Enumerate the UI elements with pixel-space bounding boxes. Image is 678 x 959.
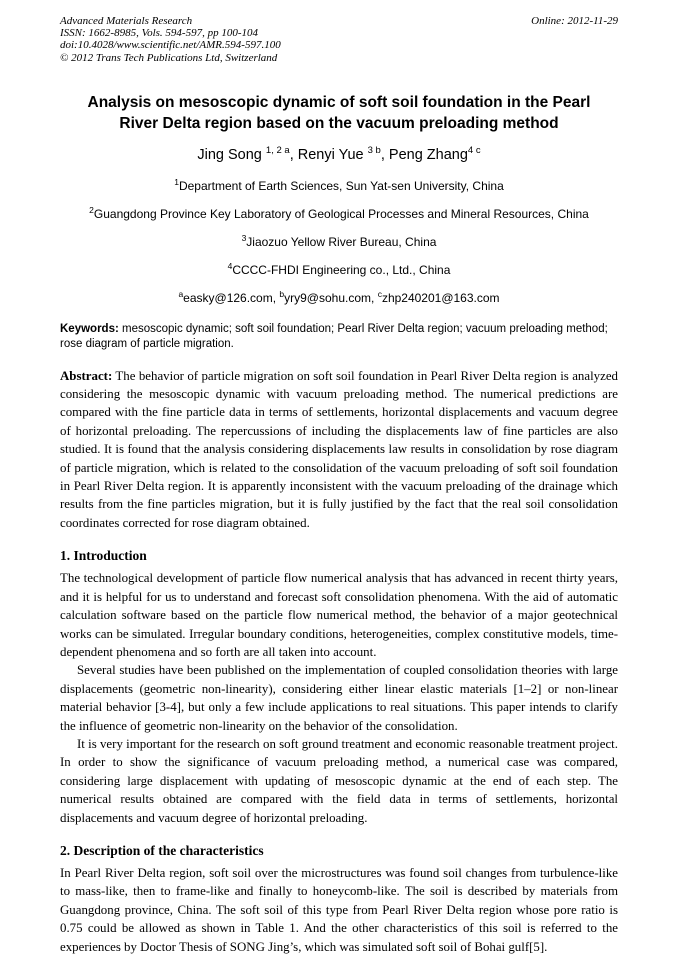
section-introduction [60, 547, 618, 827]
author-separator: , [380, 146, 389, 163]
authors-line [60, 141, 618, 165]
journal-doi-line: doi:10.4028/www.scientific.net/AMR.594-597.100 [60, 39, 281, 52]
affiliation-line [60, 175, 618, 193]
body-paragraph: In Pearl River Delta region, soft soil over the microstructures was found soil changes from turbulence-like to mass-like, then to frame-like and finally to honeycomb-like. The soil is described by materials from Guangdong province, China. The soft soil of this type from Pearl River Delta region whose pore ratio is 0.75 could be allowed as shown in Table 1. And the other characteristics of this soil is referred to the experiences by Doctor Thesis of SONG Jing’s, which was simulated soft soil of Bohai gulf[5]. [60, 865, 618, 954]
author-name: Renyi Yue [297, 146, 368, 163]
page-header [60, 15, 618, 64]
journal-copyright-line: © 2012 Trans Tech Publications Ltd, Switzerland [60, 51, 278, 64]
keywords-text: mesoscopic dynamic; soft soil foundation; Pearl River Delta region; vacuum preloading method; rose diagram of particle migration. [60, 322, 608, 350]
paper-title-line2: River Delta region based on the vacuum preloading method [119, 114, 559, 132]
affiliation-superscript: 4 [227, 260, 233, 271]
author-superscript: 3 b [367, 144, 381, 156]
paper-title-line1: Analysis on mesoscopic dynamic of soft soil foundation in the Pearl [87, 93, 591, 111]
affiliation-line [60, 259, 618, 277]
journal-info-block [60, 15, 281, 64]
affiliation-text: Department of Earth Sciences, Sun Yat-sen University, China [178, 178, 504, 193]
affiliation-superscript: 3 [241, 232, 247, 243]
email-address: easky@126.com, [183, 290, 280, 305]
email-superscript: c [377, 288, 382, 299]
body-paragraph: It is very important for the research on soft ground treatment and economic reasonable treatment project. In order to show the significance of vacuum preloading method, a numerical case was compared, considering large displacement with updating of mesoscopic dynamic at the end of each step. The numerical results obtained are compared with the field data in terms of settlements, horizontal displacements and vacuum degree of horizontal preloading. [60, 736, 618, 825]
abstract-text: The behavior of particle migration on soft soil foundation in Pearl River Delta region is analyzed considering the mesoscopic dynamic with vacuum preloading method. The numerical predictions are compared with the fine particle data in terms of settlements, horizontal displacements and vacuum degree of horizontal preloading. The repercussions of including the displacements law of fine particles are also studied. It is found that the analysis considering displacements law results in consolidation by rose diagram of particle migration, which is related to the consolidation of the vacuum preloading of soft soil foundation in Pearl River Delta region. It is apparently inconsistent with the vacuum preloading of the drainage which results from the fine particles migration, but it is fully justified by the fact that the real soil consolidation coordinates corrected for rose diagram obtained. [60, 368, 618, 530]
affiliation-superscript: 2 [89, 204, 94, 215]
affiliation-text: Guangdong Province Key Laboratory of Geological Processes and Mineral Resources, China [93, 206, 589, 221]
affiliation-line [60, 231, 618, 249]
affiliation-line [60, 203, 618, 221]
author-superscript: 1, 2 a [265, 144, 290, 156]
author-superscript: 4 c [467, 144, 481, 156]
journal-issn-line: ISSN: 1662-8985, Vols. 594-597, pp 100-104 [60, 27, 258, 40]
email-address: yry9@sohu.com, [284, 290, 378, 305]
email-superscript: b [279, 288, 285, 299]
affiliation-superscript: 1 [174, 176, 179, 187]
author-separator: , [289, 146, 298, 163]
section-description-of-characteristics [60, 842, 618, 956]
journal-name: Advanced Materials Research [60, 15, 193, 27]
keywords-label: Keywords: [60, 322, 119, 335]
emails-line [60, 287, 618, 305]
abstract-label: Abstract: [60, 368, 113, 383]
keywords-paragraph [60, 322, 618, 352]
body-paragraph: Several studies have been published on the implementation of coupled consolidation theories with large displacements (geometric non-linearity), considering either linear elastic materials [1–2] or non-linear material behavior [3-4], but only a few include applications to real situations. This paper intends to clarify the influence of geometric non-linearity on the behavior of the consolidation. [60, 663, 618, 733]
section-heading: 1. Introduction [60, 548, 147, 564]
section-heading: 2. Description of the characteristics [60, 842, 264, 858]
body-paragraph: The technological development of particle flow numerical analysis that has advanced in recent thirty years, and it is helpful for us to understand and forecast soft consolidation phenomena. With the aid of automatic calculation software based on the particle flow numerical method, the behavior of a major geotechnical works can be simulated. Irregular boundary conditions, heterogeneities, complex constitutive models, time-dependent phenomena and so forth are all taken into account. [60, 571, 618, 659]
author-name: Jing Song [197, 146, 266, 163]
email-superscript: a [178, 288, 184, 299]
online-date: Online: 2012-11-29 [531, 15, 618, 27]
abstract-paragraph [60, 367, 618, 533]
affiliation-text: CCCC-FHDI Engineering co., Ltd., China [232, 262, 451, 277]
email-address: zhp240201@163.com [381, 290, 500, 305]
author-name: Peng Zhang [388, 146, 468, 163]
affiliation-text: Jiaozuo Yellow River Bureau, China [246, 234, 437, 249]
paper-title [60, 92, 618, 134]
